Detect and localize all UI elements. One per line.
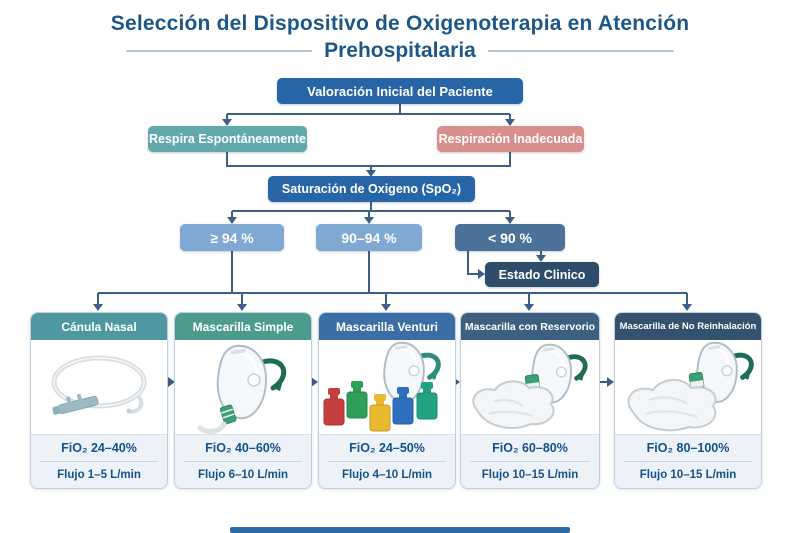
page-title-line2: Prehospitalaria: [324, 39, 476, 62]
flow-box-initial-assessment: Valoración Inicial del Paciente: [277, 78, 523, 104]
device-card-footer: [175, 434, 311, 488]
title-rule-right: [488, 50, 674, 52]
page-title-line1: Selección del Dispositivo de Oxigenoterapia en Atención: [110, 12, 690, 35]
device-fio2: FiO₂ 60–80%: [492, 441, 568, 455]
non-rebreather-mask-illustration: [615, 340, 761, 434]
device-fio2: FiO₂ 24–50%: [349, 441, 425, 455]
venturi-mask-with-adapters-illustration: [319, 340, 455, 434]
device-flow-rate: Flujo 4–10 L/min: [341, 468, 433, 481]
device-flow-rate: Flujo 6–10 L/min: [197, 468, 289, 481]
device-card-footer: [615, 434, 761, 488]
device-card-simple-mask: [174, 312, 312, 489]
device-card-header: Cánula Nasal: [31, 313, 167, 340]
bottom-accent-bar: [230, 527, 570, 533]
title-rule-left: [126, 50, 312, 52]
device-card-non-rebreather-mask: [614, 312, 762, 489]
device-flow-rate: Flujo 10–15 L/min: [639, 468, 737, 481]
flow-box-spo2-ge-94: ≥ 94 %: [180, 224, 284, 251]
flow-box-spo2-lt-90: < 90 %: [455, 224, 565, 251]
device-fio2: FiO₂ 24–40%: [61, 441, 137, 455]
device-flow-rate: Flujo 1–5 L/min: [57, 468, 141, 481]
flow-box-spo2-90-94: 90–94 %: [316, 224, 422, 251]
device-card-reservoir-mask: [460, 312, 600, 489]
device-card-header: Mascarilla con Reservorio: [461, 313, 599, 340]
flow-box-oxygen-saturation: Saturación de Oxigeno (SpO₂): [268, 176, 475, 202]
device-flow-rate: Flujo 10–15 L/min: [481, 468, 579, 481]
device-card-venturi-mask: [318, 312, 456, 489]
device-card-footer: [461, 434, 599, 488]
flow-box-clinical-status: Estado Clinico: [485, 262, 599, 287]
reservoir-mask-illustration: [461, 340, 599, 434]
device-card-header: Mascarilla de No Reinhalación: [615, 313, 761, 340]
device-card-footer: [319, 434, 455, 488]
device-card-header: Mascarilla Simple: [175, 313, 311, 340]
device-card-nasal-cannula: [30, 312, 168, 489]
page-title: [0, 12, 800, 63]
device-card-header: Mascarilla Venturi: [319, 313, 455, 340]
device-card-footer: [31, 434, 167, 488]
flow-box-inadequate-breathing: Respiración Inadecuada: [437, 126, 584, 152]
device-fio2: FiO₂ 80–100%: [646, 441, 730, 455]
device-fio2: FiO₂ 40–60%: [205, 441, 281, 455]
simple-oxygen-mask-illustration: [175, 340, 311, 434]
flow-box-breathes-spontaneously: Respira Espontáneamente: [148, 126, 307, 152]
nasal-cannula-illustration: [31, 340, 167, 434]
